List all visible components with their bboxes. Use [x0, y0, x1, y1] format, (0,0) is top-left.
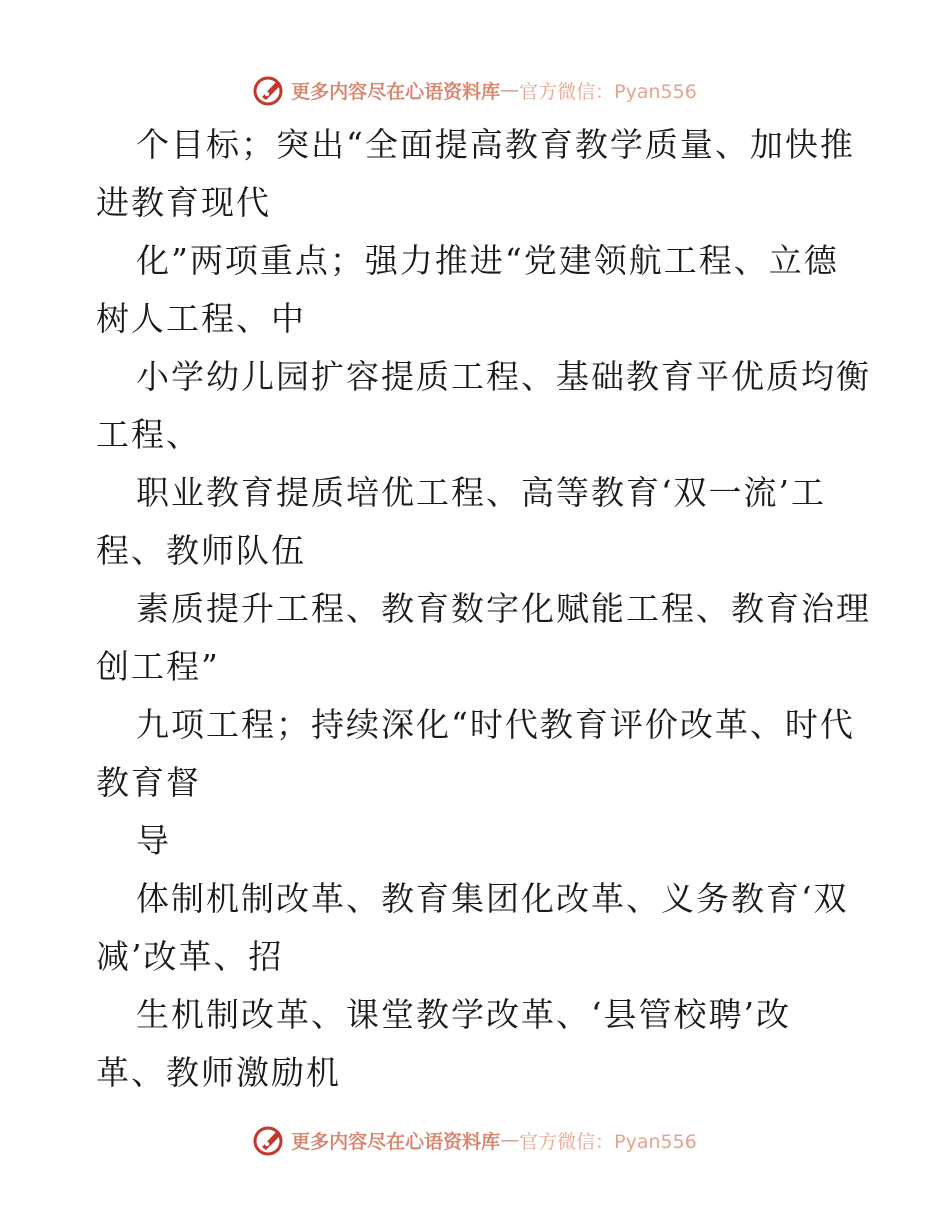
- body-line: 个目标；突出“全面提高教育教学质量、加快推: [136, 125, 855, 164]
- body-line: 创工程”: [96, 647, 220, 686]
- banner-main-text: 更多内容尽在心语资料库: [291, 1130, 501, 1153]
- pen-nib-circle-icon: [253, 73, 287, 107]
- banner-separator: —: [500, 79, 520, 101]
- body-line: 革、教师激励机: [96, 1053, 341, 1092]
- pen-nib-circle-icon: [253, 1123, 287, 1157]
- footer-banner: [0, 1120, 950, 1160]
- body-line: 教育督: [96, 763, 201, 802]
- body-line: 素质提升工程、教育数字化赋能工程、教育治理: [136, 589, 871, 628]
- document-body: [96, 116, 871, 1102]
- body-line: 体制机制改革、教育集团化改革、义务教育‘双: [136, 879, 849, 918]
- body-line: 进教育现代: [96, 183, 271, 222]
- banner-wechat-text: 官方微信：Pyan556: [519, 80, 697, 103]
- header-banner: [0, 70, 950, 110]
- body-line: 九项工程；持续深化“时代教育评价改革、时代: [136, 705, 855, 744]
- body-line: 程、教师队伍: [96, 531, 306, 570]
- banner-separator: —: [500, 1129, 520, 1151]
- body-line: 树人工程、中: [96, 299, 306, 338]
- body-line: 生机制改革、课堂教学改革、‘县管校聘’改: [136, 995, 791, 1034]
- body-line: 化”两项重点；强力推进“党建领航工程、立德: [136, 241, 839, 280]
- body-line: 工程、: [96, 415, 201, 454]
- body-line: 导: [136, 821, 171, 860]
- body-line: 小学幼儿园扩容提质工程、基础教育平优质均衡: [136, 357, 871, 396]
- banner-wechat-text: 官方微信：Pyan556: [519, 1130, 697, 1153]
- body-line: 职业教育提质培优工程、高等教育‘双一流’工: [136, 473, 826, 512]
- body-line: 减’改革、招: [96, 937, 284, 976]
- banner-main-text: 更多内容尽在心语资料库: [291, 80, 501, 103]
